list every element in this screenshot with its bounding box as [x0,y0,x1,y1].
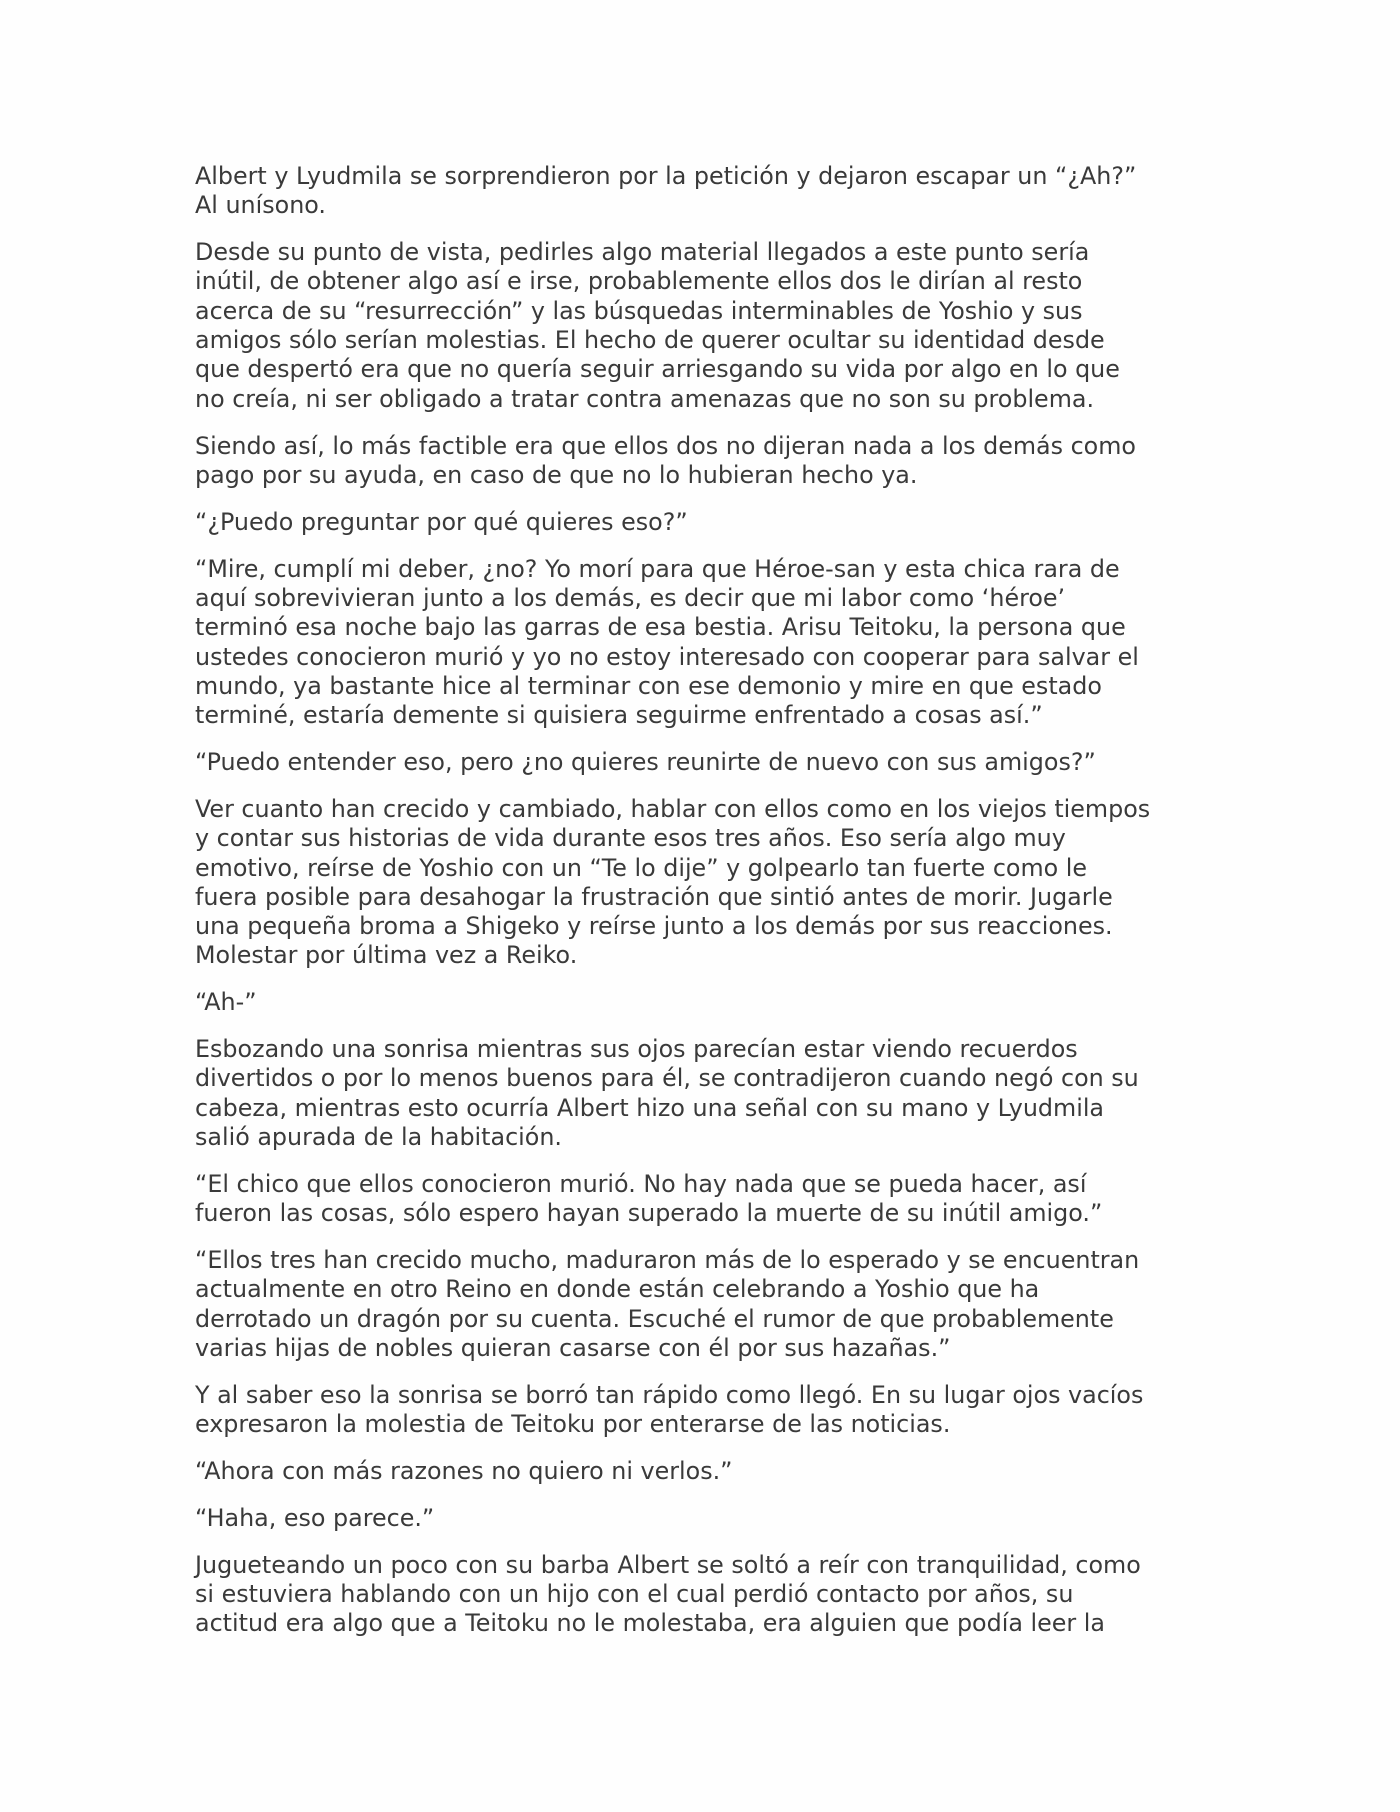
text-line: una pequeña broma a Shigeko y reírse junto a los demás por sus reacciones. [195,912,1113,941]
paragraph [195,1381,1210,1440]
text-line: emotivo, reírse de Yoshio con un “Te lo dije” y golpearlo tan fuerte como le [195,853,1088,882]
text-line: Albert y Lyudmila se sorprendieron por la petición y dejaron escapar un “¿Ah?” [195,162,1137,190]
text-line: “¿Puedo preguntar por qué quieres eso?” [195,507,688,536]
paragraph [195,238,1210,414]
text-line: fuera posible para desahogar la frustración que sintió antes de morir. Jugarle [195,882,1113,911]
text-line: mundo, ya bastante hice al terminar con ese demonio y mire en que estado [195,671,1102,700]
text-line: no creía, ni ser obligado a tratar contra amenazas que no son su problema. [195,384,1095,413]
text-line: Jugueteando un poco con su barba Albert se soltó a reír con tranquilidad, como [195,1550,1141,1579]
text-line: y contar sus historias de vida durante esos tres años. Eso sería algo muy [195,824,1066,853]
text-line: ustedes conocieron murió y yo no estoy interesado con cooperar para salvar el [195,642,1139,671]
document-body [195,162,1210,1656]
text-line: varias hijas de nobles quieran casarse con él por sus hazañas.” [195,1334,951,1363]
paragraph [195,555,1210,731]
text-line: Esbozando una sonrisa mientras sus ojos parecían estar viendo recuerdos [195,1035,1078,1064]
text-line: “Ah-” [195,988,257,1017]
text-line: “Haha, eso parece.” [195,1504,435,1532]
paragraph [195,162,1210,221]
text-line: cabeza, mientras esto ocurría Albert hizo una señal con su mano y Lyudmila [195,1093,1105,1122]
paragraph [195,748,1210,777]
text-line: acerca de su “resurrección” y las búsquedas interminables de Yoshio y sus [195,296,1083,325]
text-line: divertidos o por lo menos buenos para él, se contradijeron cuando negó con su [195,1064,1139,1093]
paragraph [195,1551,1210,1639]
paragraph [195,1504,1210,1533]
text-line: “Ellos tres han crecido mucho, maduraron más de lo esperado y se encuentran [195,1246,1140,1275]
text-line: Desde su punto de vista, pedirles algo material llegados a este punto sería [195,238,1090,267]
text-line: “Ahora con más razones no quiero ni verlos.” [195,1457,733,1486]
text-line: si estuviera hablando con un hijo con el cual perdió contacto por años, su [195,1580,1074,1609]
text-line: Y al saber eso la sonrisa se borró tan rápido como llegó. En su lugar ojos vacíos [195,1380,1144,1409]
text-line: que despertó era que no quería seguir arriesgando su vida por algo en lo que [195,355,1120,384]
paragraph [195,508,1210,537]
text-line: aquí sobrevivieran junto a los demás, es decir que mi labor como ‘héroe’ [195,583,1066,612]
text-line: actualmente en otro Reino en donde están celebrando a Yoshio que ha [195,1275,1040,1304]
text-line: pago por su ayuda, en caso de que no lo hubieran hecho ya. [195,460,918,489]
paragraph [195,432,1210,491]
paragraph [195,1035,1210,1152]
paragraph [195,988,1210,1017]
text-line: Ver cuanto han crecido y cambiado, hablar con ellos como en los viejos tiempos [195,794,1151,823]
text-line: salió apurada de la habitación. [195,1123,562,1152]
text-line: “El chico que ellos conocieron murió. No hay nada que se pueda hacer, así [195,1169,1087,1198]
paragraph [195,1170,1210,1229]
text-line: terminé, estaría demente si quisiera seguirme enfrentado a cosas así.” [195,701,1043,730]
paragraph [195,1457,1210,1486]
text-line: inútil, de obtener algo así e irse, probablemente ellos dos le dirían al resto [195,267,1083,296]
paragraph [195,1246,1210,1363]
text-line: actitud era algo que a Teitoku no le molestaba, era alguien que podía leer la [195,1609,1105,1638]
text-line: Siendo así, lo más factible era que ellos dos no dijeran nada a los demás como [195,431,1136,460]
text-line: amigos sólo serían molestias. El hecho de querer ocultar su identidad desde [195,326,1105,355]
paragraph [195,795,1210,971]
text-line: fueron las cosas, sólo espero hayan superado la muerte de su inútil amigo.” [195,1199,1103,1228]
text-line: terminó esa noche bajo las garras de esa bestia. Arisu Teitoku, la persona que [195,613,1126,642]
text-line: derrotado un dragón por su cuenta. Escuché el rumor de que probablemente [195,1304,1114,1333]
text-line: Al unísono. [195,191,326,220]
text-line: “Puedo entender eso, pero ¿no quieres reunirte de nuevo con sus amigos?” [195,748,1096,777]
text-line: “Mire, cumplí mi deber, ¿no? Yo morí para que Héroe-san y esta chica rara de [195,554,1120,583]
text-line: expresaron la molestia de Teitoku por enterarse de las noticias. [195,1410,951,1439]
text-line: Molestar por última vez a Reiko. [195,941,578,970]
